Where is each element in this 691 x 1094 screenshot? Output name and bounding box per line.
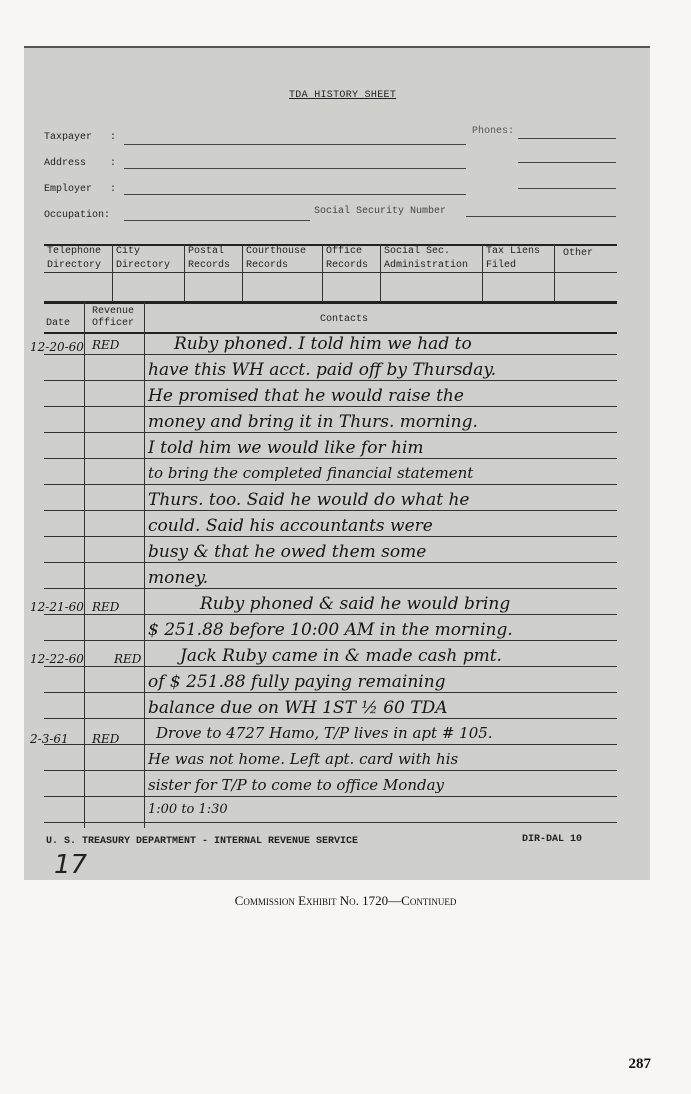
log-top-rule bbox=[44, 302, 617, 304]
check-office-records bbox=[322, 244, 380, 302]
check-label-4a: Courthouse bbox=[246, 246, 307, 257]
form-title: TDA HISTORY SHEET bbox=[289, 90, 397, 101]
entry-3-line-1: Jack Ruby came in & made cash pmt. bbox=[180, 646, 502, 666]
check-label-5b: Records bbox=[326, 260, 369, 271]
check-city-directory bbox=[112, 244, 184, 302]
check-label-8b: Other bbox=[563, 248, 594, 259]
check-label-1b: Directory bbox=[47, 260, 102, 271]
check-tax-liens-filed bbox=[482, 244, 554, 302]
phones-line-1 bbox=[518, 138, 616, 139]
occupation-label: Occupation: bbox=[44, 210, 111, 221]
form-footer-left: U. S. TREASURY DEPARTMENT - INTERNAL REVENUE SERVICE bbox=[46, 836, 359, 847]
check-label-3b: Records bbox=[188, 260, 231, 271]
page-number: 287 bbox=[628, 1056, 651, 1072]
check-label-3a: Postal bbox=[188, 246, 225, 257]
ruled-line bbox=[44, 692, 617, 693]
employer-field-line bbox=[124, 194, 466, 195]
ruled-line bbox=[44, 484, 617, 485]
ruled-line bbox=[44, 640, 617, 641]
entry-3-line-3: balance due on WH 1ST ½ 60 TDA bbox=[148, 698, 448, 718]
ruled-line bbox=[44, 588, 617, 589]
entry-1-line-6: to bring the completed financial statement bbox=[148, 464, 474, 482]
taxpayer-colon: : bbox=[110, 132, 117, 143]
log-header-contacts: Contacts bbox=[320, 314, 369, 325]
ssn-field-line bbox=[466, 216, 616, 217]
check-social-security-admin bbox=[380, 244, 482, 302]
ssn-label: Social Security Number bbox=[314, 206, 447, 217]
check-postal-records bbox=[184, 244, 242, 302]
check-label-1a: Telephone bbox=[47, 246, 102, 257]
entry-4-line-1: Drove to 4727 Hamo, T/P lives in apt # 105. bbox=[156, 724, 493, 742]
entry-1-officer: RED bbox=[92, 338, 120, 352]
entry-4-line-3: sister for T/P to come to office Monday bbox=[148, 776, 445, 794]
phones-label: Phones: bbox=[472, 126, 515, 137]
ruled-line bbox=[44, 510, 617, 511]
entry-3-line-2: of $ 251.88 fully paying remaining bbox=[148, 672, 446, 692]
employer-label: Employer bbox=[44, 184, 93, 195]
entry-1-line-7: Thurs. too. Said he would do what he bbox=[148, 490, 470, 510]
taxpayer-label: Taxpayer bbox=[44, 132, 93, 143]
entry-3-date: 12-22-60 bbox=[30, 652, 84, 666]
ruled-line bbox=[44, 432, 617, 433]
sources-checked-table bbox=[44, 244, 617, 302]
ruled-line bbox=[44, 666, 617, 667]
ruled-line bbox=[44, 406, 617, 407]
employer-colon: : bbox=[110, 184, 117, 195]
ruled-line bbox=[44, 744, 617, 745]
ruled-line bbox=[44, 354, 617, 355]
entry-1-line-10: money. bbox=[148, 568, 209, 588]
tda-history-sheet bbox=[24, 46, 650, 880]
check-label-5a: Office bbox=[326, 246, 363, 257]
entry-4-line-4: 1:00 to 1:30 bbox=[148, 802, 228, 817]
entry-4-line-2: He was not home. Left apt. card with his bbox=[148, 750, 459, 768]
check-courthouse-records bbox=[242, 244, 322, 302]
check-other bbox=[554, 244, 617, 302]
entry-1-line-9: busy & that he owed them some bbox=[148, 542, 427, 562]
address-field-line bbox=[124, 168, 466, 169]
ruled-line bbox=[44, 458, 617, 459]
entry-2-line-2: $ 251.88 before 10:00 AM in the morning. bbox=[148, 620, 513, 640]
ruled-line bbox=[44, 796, 617, 797]
ruled-line bbox=[44, 380, 617, 381]
ruled-line bbox=[44, 770, 617, 771]
check-label-7b: Filed bbox=[486, 260, 517, 271]
log-header-officer-2: Officer bbox=[92, 318, 135, 329]
check-label-6b: Administration bbox=[384, 260, 469, 271]
taxpayer-field-line bbox=[124, 144, 466, 145]
check-telephone-directory bbox=[44, 244, 112, 302]
form-footer-right: DIR-DAL 10 bbox=[522, 834, 583, 845]
entry-1-line-2: have this WH acct. paid off by Thursday. bbox=[148, 360, 497, 380]
phones-line-2 bbox=[518, 162, 616, 163]
entry-4-date: 2-3-61 bbox=[30, 732, 69, 746]
check-label-4b: Records bbox=[246, 260, 289, 271]
check-label-2b: Directory bbox=[116, 260, 171, 271]
entry-1-line-8: could. Said his accountants were bbox=[148, 516, 433, 536]
ruled-line bbox=[44, 562, 617, 563]
exhibit-caption bbox=[0, 893, 691, 909]
occupation-field-line bbox=[124, 220, 310, 221]
ruled-line bbox=[44, 822, 617, 823]
address-colon: : bbox=[110, 158, 117, 169]
ruled-line bbox=[44, 718, 617, 719]
log-header-date: Date bbox=[46, 318, 71, 329]
entry-2-line-1: Ruby phoned & said he would bring bbox=[200, 594, 511, 614]
entry-1-line-3: He promised that he would raise the bbox=[148, 386, 464, 406]
check-label-7a: Tax Liens bbox=[486, 246, 541, 257]
check-label-6a: Social Sec. bbox=[384, 246, 451, 257]
entry-1-date: 12-20-60 bbox=[30, 340, 84, 354]
address-label: Address bbox=[44, 158, 87, 169]
phones-line-3 bbox=[518, 188, 616, 189]
entry-2-officer: RED bbox=[92, 600, 120, 614]
entry-2-date: 12-21-60 bbox=[30, 600, 84, 614]
entry-1-line-4: money and bring it in Thurs. morning. bbox=[148, 412, 478, 432]
caption-text: Commission Exhibit No. 1720—Continued bbox=[234, 893, 457, 908]
check-label-2a: City bbox=[116, 246, 141, 257]
entry-1-line-5: I told him we would like for him bbox=[148, 438, 424, 458]
log-header-officer-1: Revenue bbox=[92, 306, 135, 317]
entry-1-line-1: Ruby phoned. I told him we had to bbox=[174, 334, 472, 354]
handwritten-page-number: 17 bbox=[54, 850, 88, 880]
ruled-line bbox=[44, 536, 617, 537]
ruled-line bbox=[44, 614, 617, 615]
entry-4-officer: RED bbox=[92, 732, 120, 746]
entry-3-officer: RED bbox=[114, 652, 142, 666]
